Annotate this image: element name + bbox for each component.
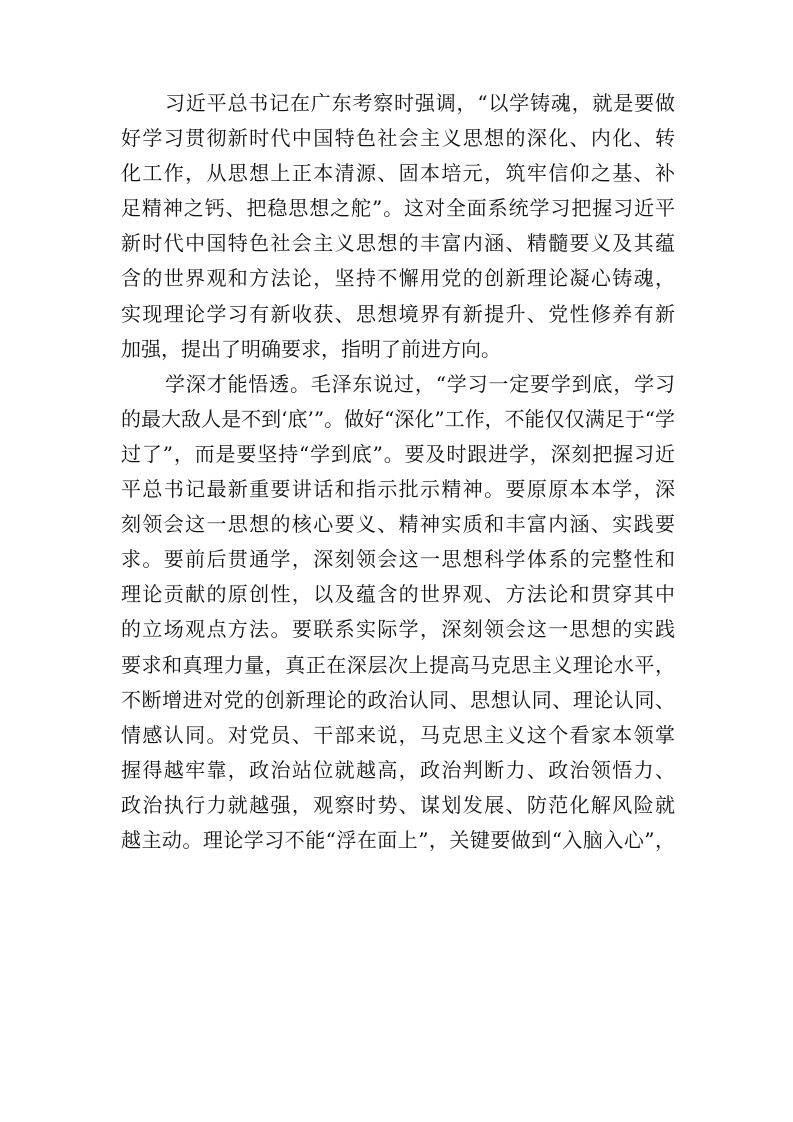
paragraph-1-line-8: 加强，提出了明确要求，指明了前进方向。 <box>121 336 501 361</box>
paragraph-1-line-4: 足精神之钙、把稳思想之舵”。这对全面系统学习把握习近平 <box>121 196 675 221</box>
paragraph-2-line-8: 的立场观点方法。要联系实际学，深刻领会这一思想的实践 <box>121 617 675 642</box>
paragraph-2-line-14: 越主动。理论学习不能“浮在面上”，关键要做到“入脑入心”， <box>121 827 675 852</box>
paragraph-2-line-7: 理论贡献的原创性，以及蕴含的世界观、方法论和贯穿其中 <box>121 582 675 607</box>
paragraph-2-line-13: 政治执行力就越强，观察时势、谋划发展、防范化解风险就 <box>121 792 675 817</box>
paragraph-2-line-1: 学深才能悟透。毛泽东说过，“学习一定要学到底，学习 <box>165 371 675 396</box>
paragraph-1-line-6: 含的世界观和方法论，坚持不懈用党的创新理论凝心铸魂， <box>121 266 675 291</box>
document-body <box>121 86 675 858</box>
paragraph-2-line-9: 要求和真理力量，真正在深层次上提高马克思主义理论水平， <box>121 652 675 677</box>
paragraph-1-line-1: 习近平总书记在广东考察时强调，“以学铸魂，就是要做 <box>165 91 675 115</box>
paragraph-1-line-2: 好学习贯彻新时代中国特色社会主义思想的深化、内化、转 <box>121 126 675 151</box>
paragraph-2-line-11: 情感认同。对党员、干部来说，马克思主义这个看家本领掌 <box>121 722 675 747</box>
paragraph-2-line-12: 握得越牢靠，政治站位就越高，政治判断力、政治领悟力、 <box>121 757 675 782</box>
paragraph-2-line-6: 求。要前后贯通学，深刻领会这一思想科学体系的完整性和 <box>121 547 675 572</box>
paragraph-2-line-10: 不断增进对党的创新理论的政治认同、思想认同、理论认同、 <box>121 687 675 712</box>
paragraph-2-line-4: 平总书记最新重要讲话和指示批示精神。要原原本本学，深 <box>121 477 675 502</box>
paragraph-1-line-7: 实现理论学习有新收获、思想境界有新提升、党性修养有新 <box>121 301 675 326</box>
paragraph-2-line-2: 的最大敌人是不到‘底’”。做好“深化”工作，不能仅仅满足于“学 <box>121 406 675 431</box>
paragraph-1-line-3: 化工作，从思想上正本清源、固本培元，筑牢信仰之基、补 <box>121 161 675 186</box>
paragraph-1-line-5: 新时代中国特色社会主义思想的丰富内涵、精髓要义及其蕴 <box>121 231 675 256</box>
paragraph-2-line-5: 刻领会这一思想的核心要义、精神实质和丰富内涵、实践要 <box>121 512 675 537</box>
paragraph-2-line-3: 过了”，而是要坚持“学到底”。要及时跟进学，深刻把握习近 <box>121 441 675 466</box>
